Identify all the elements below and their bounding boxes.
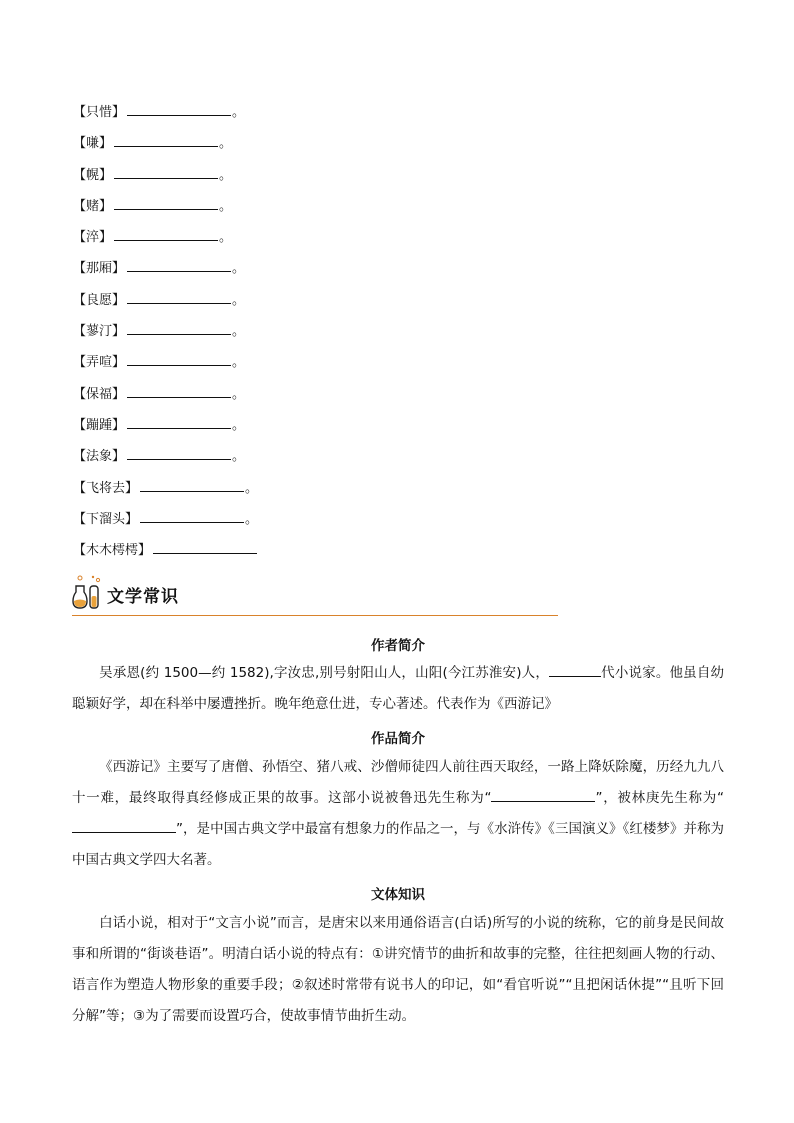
vocab-end-mark: 。 bbox=[232, 105, 246, 120]
vocab-term: 【下溜头】 bbox=[73, 511, 139, 527]
vocab-term: 【良愿】 bbox=[73, 292, 126, 308]
vocab-answer-blank[interactable] bbox=[127, 445, 231, 460]
vocab-item bbox=[73, 164, 258, 195]
vocab-term: 【赌】 bbox=[73, 198, 113, 214]
vocab-end-mark: 。 bbox=[232, 355, 246, 371]
vocab-end-mark: 。 bbox=[219, 136, 233, 152]
vocab-item bbox=[73, 289, 258, 320]
work-heading: 作品简介 bbox=[371, 731, 425, 747]
work-blank-1[interactable] bbox=[491, 787, 595, 802]
section-title: 文学常识 bbox=[107, 587, 179, 607]
vocab-term: 【幌】 bbox=[73, 167, 113, 183]
vocab-item bbox=[73, 414, 258, 445]
flask-icon bbox=[72, 574, 106, 610]
vocab-end-mark: 。 bbox=[232, 261, 246, 277]
vocab-answer-blank[interactable] bbox=[140, 508, 244, 523]
vocab-item bbox=[73, 445, 258, 476]
vocab-answer-blank[interactable] bbox=[127, 101, 231, 116]
vocab-term: 【保福】 bbox=[73, 386, 126, 402]
vocab-term: 【法象】 bbox=[73, 449, 126, 465]
genre-heading: 文体知识 bbox=[371, 887, 425, 903]
genre-text: 白话小说，相对于“文言小说”而言，是唐宋以来用通俗语言(白话)所写的小说的统称，它的前身是民间故事和所谓的“街谈巷语”。明清白话小说的特点有：①讲究情节的曲折和故事的完整，往往把刻画人物的行动、语言作为塑造人物形象的重要手段；②叙述时常带有说书人的印记，如“看官听说”“且把闲话休提”“且听下回分解”等；③为了需要而设置巧合，使故事情节曲折生动。 bbox=[72, 915, 724, 1024]
vocab-item bbox=[73, 351, 258, 382]
work-text-b: ”，被林庚先生称为“ bbox=[595, 790, 724, 806]
vocab-item bbox=[73, 539, 258, 570]
vocab-term: 【飞将去】 bbox=[73, 480, 139, 496]
author-paragraph bbox=[72, 658, 724, 720]
vocab-item bbox=[73, 226, 258, 257]
vocab-item bbox=[73, 508, 258, 539]
vocab-answer-blank[interactable] bbox=[127, 257, 231, 272]
vocab-end-mark: 。 bbox=[232, 449, 246, 465]
vocab-answer-blank[interactable] bbox=[114, 164, 218, 179]
vocab-term: 【蓼汀】 bbox=[73, 324, 126, 340]
vocab-answer-blank[interactable] bbox=[127, 289, 231, 304]
vocab-end-mark: 。 bbox=[232, 386, 246, 402]
vocab-item bbox=[73, 257, 258, 288]
vocab-list bbox=[73, 101, 258, 570]
section-divider bbox=[72, 615, 558, 616]
vocab-answer-blank[interactable] bbox=[127, 383, 231, 398]
vocab-item bbox=[73, 320, 258, 351]
vocab-term: 【淬】 bbox=[73, 230, 113, 246]
vocab-term: 【嗛】 bbox=[73, 136, 113, 152]
work-blank-2[interactable] bbox=[72, 818, 176, 833]
author-text-b: 代小说家。他虽自幼聪颖好学，却在科举中屡遭挫折。晚年绝意仕进，专心著述。代表作为《西游记》 bbox=[72, 665, 724, 712]
vocab-item bbox=[73, 101, 258, 132]
vocab-term: 【那厢】 bbox=[73, 261, 126, 277]
vocab-answer-blank[interactable] bbox=[114, 226, 218, 241]
vocab-term: 【蹦踵】 bbox=[73, 417, 126, 433]
vocab-term: 【只惜】 bbox=[73, 105, 126, 120]
genre-paragraph bbox=[72, 908, 724, 1032]
vocab-end-mark: 。 bbox=[219, 167, 233, 183]
vocab-end-mark: 。 bbox=[245, 480, 259, 496]
vocab-end-mark: 。 bbox=[232, 324, 246, 340]
vocab-term: 【木木樗樗】 bbox=[73, 543, 152, 559]
vocab-end-mark: 。 bbox=[245, 511, 259, 527]
vocab-answer-blank[interactable] bbox=[127, 414, 231, 429]
section-header bbox=[72, 574, 558, 616]
vocab-end-mark: 。 bbox=[219, 198, 233, 214]
vocab-answer-blank[interactable] bbox=[114, 195, 218, 210]
vocab-answer-blank[interactable] bbox=[153, 539, 257, 554]
vocab-answer-blank[interactable] bbox=[140, 477, 244, 492]
vocab-end-mark: 。 bbox=[219, 230, 233, 246]
vocab-end-mark: 。 bbox=[232, 292, 246, 308]
vocab-answer-blank[interactable] bbox=[127, 320, 231, 335]
author-blank[interactable] bbox=[549, 662, 601, 677]
vocab-item bbox=[73, 383, 258, 414]
vocab-end-mark: 。 bbox=[232, 417, 246, 433]
author-heading: 作者简介 bbox=[371, 638, 425, 654]
author-text-a: 吴承恩(约 1500—约 1582),字汝忠,别号射阳山人，山阳(今江苏淮安)人， bbox=[99, 665, 549, 681]
vocab-item bbox=[73, 477, 258, 508]
work-paragraph bbox=[72, 752, 724, 876]
vocab-answer-blank[interactable] bbox=[114, 132, 218, 147]
work-text-a: 《西游记》主要写了唐僧、孙悟空、猪八戒、沙僧师徒四人前往西天取经，一路上降妖除魔，历经九九八十一难，最终取得真经修成正果的故事。这部小说被鲁迅先生称为“ bbox=[72, 759, 724, 806]
work-text-c: ”，是中国古典文学中最富有想象力的作品之一，与《水浒传》《三国演义》《红楼梦》并称为中国古典文学四大名著。 bbox=[72, 821, 724, 868]
vocab-answer-blank[interactable] bbox=[127, 351, 231, 366]
vocab-item bbox=[73, 195, 258, 226]
vocab-term: 【弄喧】 bbox=[73, 355, 126, 371]
vocab-item bbox=[73, 132, 258, 163]
